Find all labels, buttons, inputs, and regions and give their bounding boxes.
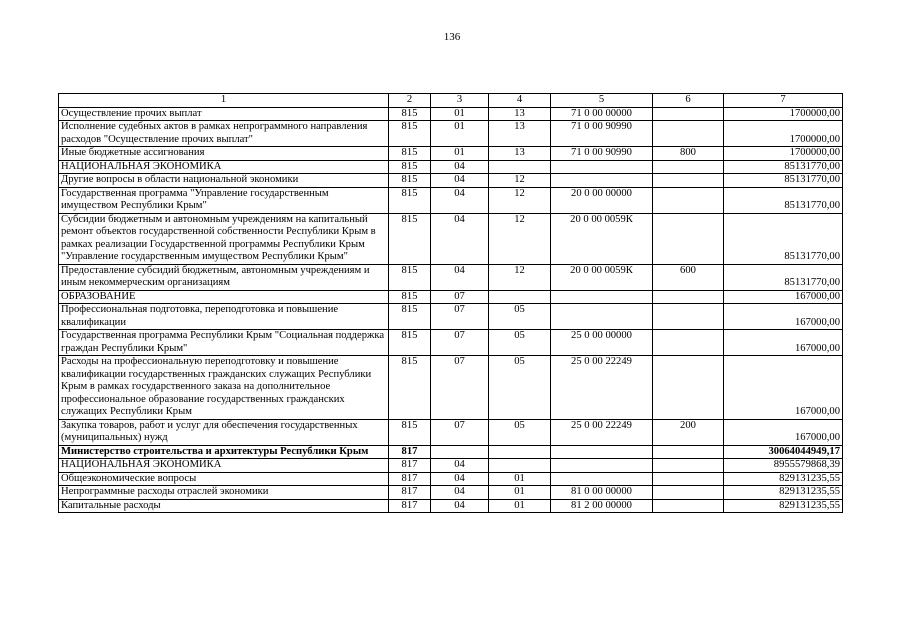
row-amount-cell: 167000,00 xyxy=(724,356,843,420)
row-subsection-cell: 05 xyxy=(489,330,551,356)
row-expense-type-cell: 200 xyxy=(653,419,724,445)
row-expense-type-cell xyxy=(653,213,724,264)
row-name-cell: Профессиональная подготовка, переподготовка и повышение квалификации xyxy=(59,304,389,330)
row-section-cell: 07 xyxy=(431,419,489,445)
row-section-cell: 04 xyxy=(431,459,489,473)
row-section-cell: 04 xyxy=(431,187,489,213)
row-code-cell: 817 xyxy=(389,445,431,459)
row-subsection-cell: 12 xyxy=(489,174,551,188)
row-name-cell: НАЦИОНАЛЬНАЯ ЭКОНОМИКА xyxy=(59,160,389,174)
table-row xyxy=(59,486,843,500)
row-code-cell: 815 xyxy=(389,147,431,161)
row-subsection-cell xyxy=(489,290,551,304)
row-code-cell: 815 xyxy=(389,264,431,290)
row-code-cell: 815 xyxy=(389,213,431,264)
table-row xyxy=(59,121,843,147)
row-code-cell: 815 xyxy=(389,160,431,174)
row-subsection-cell: 01 xyxy=(489,486,551,500)
table-row xyxy=(59,419,843,445)
row-code-cell: 815 xyxy=(389,304,431,330)
row-amount-cell: 167000,00 xyxy=(724,330,843,356)
row-name-cell: Исполнение судебных актов в рамках непрограммного направления расходов "Осуществление прочих выплат" xyxy=(59,121,389,147)
header-cell: 6 xyxy=(653,94,724,108)
row-target-article-cell: 25 0 00 22249 xyxy=(551,419,653,445)
row-amount-cell: 8955579868,39 xyxy=(724,459,843,473)
row-code-cell: 817 xyxy=(389,472,431,486)
row-section-cell: 07 xyxy=(431,356,489,420)
row-expense-type-cell xyxy=(653,121,724,147)
row-section-cell: 01 xyxy=(431,147,489,161)
row-amount-cell: 85131770,00 xyxy=(724,160,843,174)
table-row xyxy=(59,264,843,290)
header-cell: 5 xyxy=(551,94,653,108)
row-section-cell: 04 xyxy=(431,472,489,486)
table-row xyxy=(59,445,843,459)
row-expense-type-cell xyxy=(653,160,724,174)
row-target-article-cell: 25 0 00 22249 xyxy=(551,356,653,420)
table-row xyxy=(59,107,843,121)
row-section-cell: 04 xyxy=(431,486,489,500)
row-section-cell: 04 xyxy=(431,213,489,264)
row-expense-type-cell xyxy=(653,330,724,356)
row-amount-cell: 167000,00 xyxy=(724,290,843,304)
row-section-cell: 04 xyxy=(431,499,489,513)
row-target-article-cell: 71 0 00 90990 xyxy=(551,147,653,161)
row-name-cell: Капитальные расходы xyxy=(59,499,389,513)
row-target-article-cell: 25 0 00 00000 xyxy=(551,330,653,356)
table-row xyxy=(59,304,843,330)
row-code-cell: 817 xyxy=(389,459,431,473)
table-header-row xyxy=(59,94,843,108)
row-section-cell: 07 xyxy=(431,330,489,356)
row-code-cell: 815 xyxy=(389,107,431,121)
header-cell: 2 xyxy=(389,94,431,108)
table-row xyxy=(59,290,843,304)
row-expense-type-cell xyxy=(653,107,724,121)
table-row xyxy=(59,330,843,356)
row-name-cell: Иные бюджетные ассигнования xyxy=(59,147,389,161)
row-expense-type-cell xyxy=(653,499,724,513)
row-subsection-cell: 05 xyxy=(489,419,551,445)
row-section-cell: 07 xyxy=(431,304,489,330)
row-amount-cell: 85131770,00 xyxy=(724,264,843,290)
row-subsection-cell xyxy=(489,160,551,174)
row-expense-type-cell: 800 xyxy=(653,147,724,161)
row-target-article-cell: 20 0 00 00000 xyxy=(551,187,653,213)
row-subsection-cell: 05 xyxy=(489,304,551,330)
row-expense-type-cell xyxy=(653,304,724,330)
table-row xyxy=(59,147,843,161)
row-target-article-cell xyxy=(551,160,653,174)
row-name-cell: НАЦИОНАЛЬНАЯ ЭКОНОМИКА xyxy=(59,459,389,473)
table-row xyxy=(59,499,843,513)
budget-table xyxy=(58,93,843,513)
row-name-cell: Государственная программа "Управление государственным имуществом Республики Крым" xyxy=(59,187,389,213)
table-row xyxy=(59,174,843,188)
row-subsection-cell: 13 xyxy=(489,121,551,147)
row-name-cell: Предоставление субсидий бюджетным, автономным учреждениям и иным некоммерческим организациям xyxy=(59,264,389,290)
row-expense-type-cell xyxy=(653,356,724,420)
row-code-cell: 815 xyxy=(389,174,431,188)
row-name-cell: Непрограммные расходы отраслей экономики xyxy=(59,486,389,500)
table-row xyxy=(59,187,843,213)
row-expense-type-cell xyxy=(653,187,724,213)
row-subsection-cell: 05 xyxy=(489,356,551,420)
row-code-cell: 815 xyxy=(389,356,431,420)
row-amount-cell: 85131770,00 xyxy=(724,187,843,213)
row-section-cell: 07 xyxy=(431,290,489,304)
row-code-cell: 815 xyxy=(389,121,431,147)
row-name-cell: Общеэкономические вопросы xyxy=(59,472,389,486)
row-subsection-cell: 01 xyxy=(489,472,551,486)
row-subsection-cell xyxy=(489,459,551,473)
header-cell: 7 xyxy=(724,94,843,108)
row-amount-cell: 167000,00 xyxy=(724,419,843,445)
row-section-cell: 01 xyxy=(431,121,489,147)
row-target-article-cell: 81 0 00 00000 xyxy=(551,486,653,500)
table-row xyxy=(59,213,843,264)
page-number: 136 xyxy=(443,31,461,43)
row-amount-cell: 829131235,55 xyxy=(724,499,843,513)
row-section-cell xyxy=(431,445,489,459)
row-code-cell: 817 xyxy=(389,499,431,513)
row-subsection-cell: 13 xyxy=(489,107,551,121)
row-subsection-cell: 12 xyxy=(489,187,551,213)
row-name-cell: Другие вопросы в области национальной экономики xyxy=(59,174,389,188)
row-code-cell: 815 xyxy=(389,187,431,213)
row-target-article-cell xyxy=(551,304,653,330)
row-target-article-cell xyxy=(551,472,653,486)
row-amount-cell: 1700000,00 xyxy=(724,147,843,161)
row-section-cell: 04 xyxy=(431,174,489,188)
row-target-article-cell: 71 0 00 90990 xyxy=(551,121,653,147)
row-section-cell: 04 xyxy=(431,160,489,174)
header-cell: 1 xyxy=(59,94,389,108)
row-target-article-cell xyxy=(551,290,653,304)
row-code-cell: 815 xyxy=(389,290,431,304)
row-amount-cell: 85131770,00 xyxy=(724,174,843,188)
row-name-cell: Закупка товаров, работ и услуг для обеспечения государственных (муниципальных) нужд xyxy=(59,419,389,445)
row-target-article-cell: 20 0 00 0059К xyxy=(551,213,653,264)
row-code-cell: 815 xyxy=(389,419,431,445)
row-expense-type-cell xyxy=(653,290,724,304)
table-row xyxy=(59,356,843,420)
table-body xyxy=(59,94,843,513)
table-row xyxy=(59,160,843,174)
row-expense-type-cell xyxy=(653,174,724,188)
row-subsection-cell: 01 xyxy=(489,499,551,513)
row-expense-type-cell xyxy=(653,459,724,473)
row-amount-cell: 829131235,55 xyxy=(724,486,843,500)
row-subsection-cell xyxy=(489,445,551,459)
row-target-article-cell xyxy=(551,459,653,473)
row-expense-type-cell xyxy=(653,472,724,486)
row-subsection-cell: 13 xyxy=(489,147,551,161)
row-name-cell: ОБРАЗОВАНИЕ xyxy=(59,290,389,304)
row-section-cell: 04 xyxy=(431,264,489,290)
row-name-cell: Министерство строительства и архитектуры Республики Крым xyxy=(59,445,389,459)
row-target-article-cell: 20 0 00 0059К xyxy=(551,264,653,290)
row-amount-cell: 85131770,00 xyxy=(724,213,843,264)
row-subsection-cell: 12 xyxy=(489,213,551,264)
row-target-article-cell xyxy=(551,174,653,188)
header-cell: 3 xyxy=(431,94,489,108)
row-target-article-cell xyxy=(551,445,653,459)
row-section-cell: 01 xyxy=(431,107,489,121)
row-target-article-cell: 71 0 00 00000 xyxy=(551,107,653,121)
row-target-article-cell: 81 2 00 00000 xyxy=(551,499,653,513)
row-subsection-cell: 12 xyxy=(489,264,551,290)
row-name-cell: Государственная программа Республики Крым "Социальная поддержка граждан Республики Крым" xyxy=(59,330,389,356)
table-row xyxy=(59,459,843,473)
row-name-cell: Осуществление прочих выплат xyxy=(59,107,389,121)
row-amount-cell: 1700000,00 xyxy=(724,107,843,121)
row-amount-cell: 30064044949,17 xyxy=(724,445,843,459)
row-expense-type-cell xyxy=(653,445,724,459)
row-expense-type-cell xyxy=(653,486,724,500)
row-amount-cell: 1700000,00 xyxy=(724,121,843,147)
row-name-cell: Расходы на профессиональную переподготовку и повышение квалификации государственных гражданских служащих Республики Крым в рамках государственного заказа на дополнительное профессиональное образование государственных гражданских служащих Республики Крым xyxy=(59,356,389,420)
row-amount-cell: 829131235,55 xyxy=(724,472,843,486)
row-amount-cell: 167000,00 xyxy=(724,304,843,330)
header-cell: 4 xyxy=(489,94,551,108)
table-row xyxy=(59,472,843,486)
row-code-cell: 815 xyxy=(389,330,431,356)
row-expense-type-cell: 600 xyxy=(653,264,724,290)
row-name-cell: Субсидии бюджетным и автономным учреждениям на капитальный ремонт объектов государственной собственности Республики Крым в рамках реализации Государственной программы Республики Крым "Управление государственным имуществом Республики Крым" xyxy=(59,213,389,264)
row-code-cell: 817 xyxy=(389,486,431,500)
